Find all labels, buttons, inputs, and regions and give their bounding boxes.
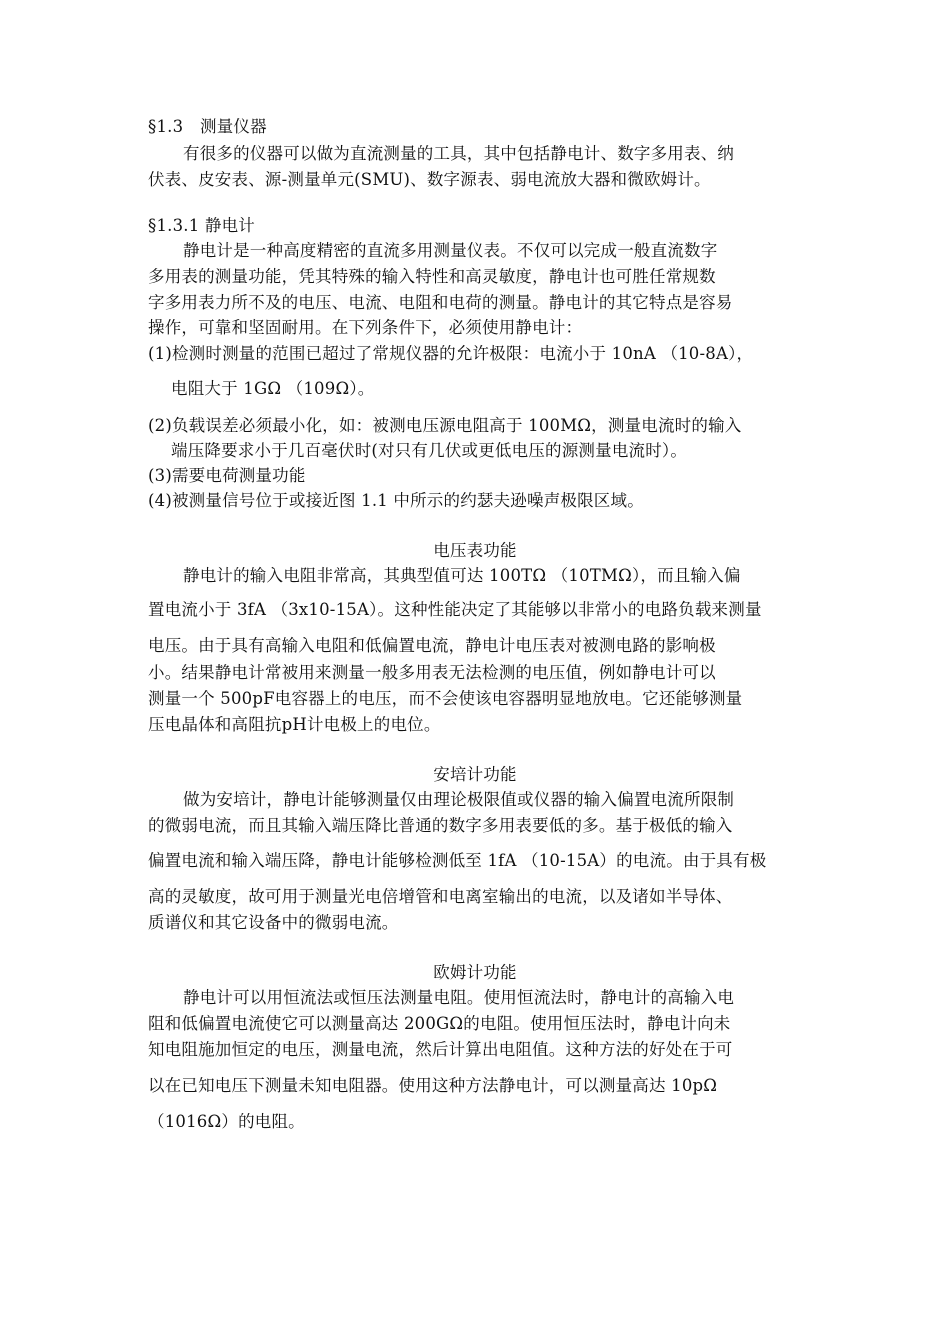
section-heading-1-3: §1.3 测量仪器 xyxy=(148,117,267,136)
paragraph-line: 的微弱电流，而且其输入端压降比普通的数字多用表要低的多。基于极低的输入 xyxy=(148,816,733,835)
condition-item: (1)检测时测量的范围已超过了常规仪器的允许极限：电流小于 10nA （10-8A）， xyxy=(148,344,754,363)
paragraph-line: 知电阻施加恒定的电压，测量电流，然后计算出电阻值。这种方法的好处在于可 xyxy=(148,1040,733,1059)
condition-item: 电阻大于 1GΩ （109Ω）。 xyxy=(171,379,375,398)
paragraph-line: 操作，可靠和坚固耐用。在下列条件下，必须使用静电计： xyxy=(148,318,583,337)
paragraph-line: 高的灵敏度，故可用于测量光电倍增管和电离室输出的电流，以及诸如半导体、 xyxy=(148,887,733,906)
section-heading-1-3-1: §1.3.1 静电计 xyxy=(148,216,255,235)
paragraph-line: 伏表、皮安表、源-测量单元(SMU)、数字源表、弱电流放大器和微欧姆计。 xyxy=(148,170,711,189)
paragraph-line: 字多用表力所不及的电压、电流、电阻和电荷的测量。静电计的其它特点是容易 xyxy=(148,293,733,312)
paragraph-line: 质谱仪和其它设备中的微弱电流。 xyxy=(148,913,399,932)
paragraph-line: 电压。由于具有高输入电阻和低偏置电流，静电计电压表对被测电路的影响极 xyxy=(148,636,716,655)
paragraph-line: 阻和低偏置电流使它可以测量高达 200GΩ的电阻。使用恒压法时，静电计向未 xyxy=(148,1014,731,1033)
condition-item: (3)需要电荷测量功能 xyxy=(148,466,306,485)
paragraph-line: 小。结果静电计常被用来测量一般多用表无法检测的电压值，例如静电计可以 xyxy=(148,663,716,682)
subsection-heading-ohmmeter: 欧姆计功能 xyxy=(433,963,517,982)
paragraph-line: 做为安培计，静电计能够测量仅由理论极限值或仪器的输入偏置电流所限制 xyxy=(183,790,735,809)
paragraph-line: 偏置电流和输入端压降，静电计能够检测低至 1fA （10-15A）的电流。由于具有极 xyxy=(148,851,767,870)
condition-item: 端压降要求小于几百毫伏时(对只有几伏或更低电压的源测量电流时）。 xyxy=(171,441,688,460)
condition-item: (4)被测量信号位于或接近图 1.1 中所示的约瑟夫逊噪声极限区域。 xyxy=(148,491,644,510)
subsection-heading-voltmeter: 电压表功能 xyxy=(433,541,517,560)
condition-item: (2)负载误差必须最小化，如：被测电压源电阻高于 100MΩ，测量电流时的输入 xyxy=(148,416,742,435)
subsection-heading-ammeter: 安培计功能 xyxy=(433,765,517,784)
paragraph-line: 静电计可以用恒流法或恒压法测量电阻。使用恒流法时，静电计的高输入电 xyxy=(183,988,735,1007)
paragraph-line: （1016Ω）的电阻。 xyxy=(148,1112,305,1131)
paragraph-line: 静电计是一种高度精密的直流多用测量仪表。不仅可以完成一般直流数字 xyxy=(183,241,718,260)
paragraph-line: 多用表的测量功能，凭其特殊的输入特性和高灵敏度，静电计也可胜任常规数 xyxy=(148,267,716,286)
paragraph-line: 静电计的输入电阻非常高，其典型值可达 100TΩ （10TMΩ），而且输入偏 xyxy=(183,566,741,585)
paragraph-line: 以在已知电压下测量未知电阻器。使用这种方法静电计，可以测量高达 10pΩ xyxy=(148,1076,718,1095)
paragraph-line: 有很多的仪器可以做为直流测量的工具，其中包括静电计、数字多用表、纳 xyxy=(183,144,735,163)
paragraph-line: 置电流小于 3fA （3x10-15A）。这种性能决定了其能够以非常小的电路负载来测量 xyxy=(148,600,762,619)
paragraph-line: 测量一个 500pF电容器上的电压，而不会使该电容器明显地放电。它还能够测量 xyxy=(148,689,743,708)
paragraph-line: 压电晶体和高阻抗pH计电极上的电位。 xyxy=(148,715,441,734)
